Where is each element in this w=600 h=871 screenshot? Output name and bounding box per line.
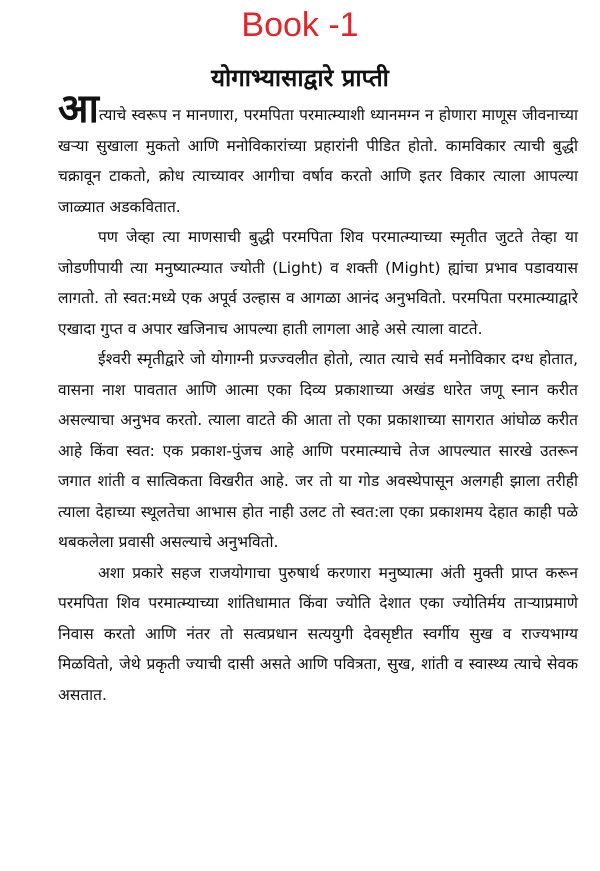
paragraph-4: अशा प्रकारे सहज राजयोगाचा पुरुषार्थ करणारा मनुष्यात्मा अंती मुक्ती प्राप्त करून परमपिता शिव परमात्म्याच्या शांतिधामात किंवा ज्योति देशात एका ज्योतिर्मय ताऱ्याप्रमाणे निवास करतो आणि नंतर तो सत्वप्रधान सत्ययुगी देवसृष्टीत स्वर्गीय सुख व राज्यभाग्य मिळवितो, जेथे प्रकृती ज्याची दासी असते आणि पवित्रता, सुख, शांती व स्वास्थ्य त्याचे सेवक असतात. — [58, 563, 578, 704]
paragraph-2: पण जेव्हा त्या माणसाची बुद्धी परमपिता शिव परमात्म्याच्या स्मृतीत जुटते तेव्हा या जोडणीपायी त्या मनुष्यात्म्यात ज्योती (Light) व शक्ती (Might) ह्यांचा प्रभाव पडावयास लागतो. तो स्वत:मध्ये एक अपूर्व उल्हास व आगळा आनंद अनुभवितो. परमपिता परमात्म्याद्वारे एखादा गुप्त व अपार खजिनाच आपल्या हाती लागला आहे असे त्याला वाटते. — [58, 228, 578, 338]
book-label: Book -1 — [241, 6, 359, 44]
paragraph-3: ईश्वरी स्मृतीद्वारे जो योगाग्नी प्रज्ज्वलीत होतो, त्यात त्याचे सर्व मनोविकार दग्ध होतात, वासना नाश पावतात आणि आत्मा एका दिव्य प्रकाशाच्या अखंड धारेत जणू स्नान करीत असल्याचा अनुभव करतो. त्याला वाटते की आता तो एका प्रकाशाच्या सागरात आंघोळ करीत आहे किंवा स्वत: एक प्रकाश-पुंजच आहे आणि परमात्म्याचे तेज आपल्यात सारखे उतरून जगात शांती व सात्विकता विखरीत आहे. जर तो या गोड अवस्थेपासून अलगही झाला तरीही त्याला देहाच्या स्थूलतेचा आभास होत नाही उलट तो स्वत:ला एका प्रकाशमय देहात काही पळे थबकलेला प्रवासी असल्याचे अनुभवितो. — [58, 350, 578, 551]
dropcap-letter: आ — [58, 86, 99, 132]
body-text — [58, 86, 578, 710]
paragraph-1-text: त्याचे स्वरूप न मानणारा, परमपिता परमात्म्याशी ध्यानमग्न न होणारा माणूस जीवनाच्या खऱ्या सुखाला मुकतो आणि मनोविकारांच्या प्रहारांनी पीडित होतो. कामविकार त्याची बुद्धी चक्रावून टाकतो, क्रोध त्याच्यावर आगीचा वर्षाव करतो आणि इतर विकार त्याला आपल्या जाळ्यात अडकवितात. — [58, 106, 578, 216]
paragraph-1 — [58, 86, 578, 222]
chapter-title: योगाभ्यासाद्वारे प्राप्ती — [211, 64, 389, 92]
